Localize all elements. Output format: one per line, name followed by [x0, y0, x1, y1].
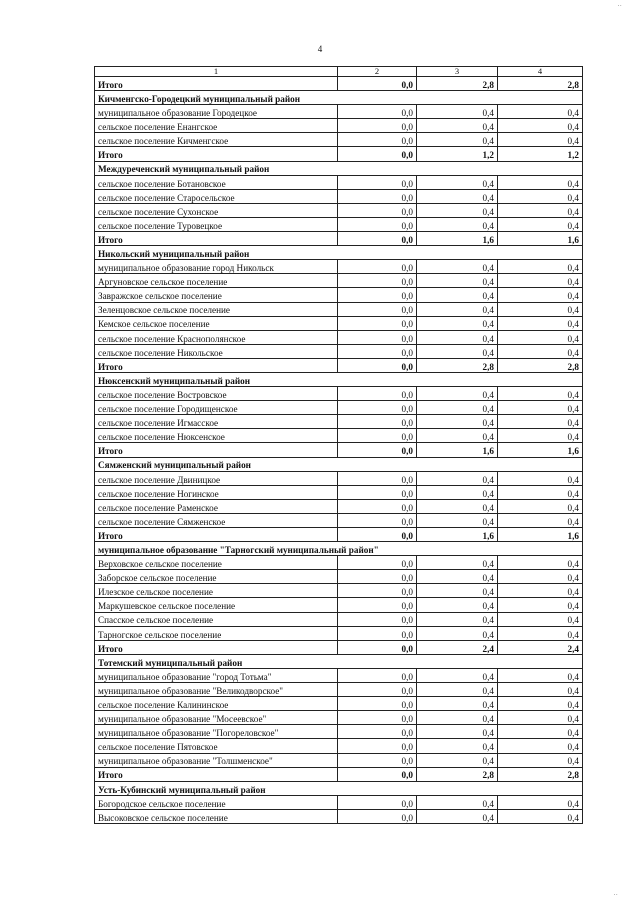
value-col-4: 0,4: [498, 401, 583, 415]
value-col-2: 0,0: [338, 443, 417, 457]
value-col-3: 0,4: [417, 344, 498, 358]
settlement-name: сельское поселение Сухонское: [95, 203, 338, 217]
value-col-4: 0,4: [498, 133, 583, 147]
value-col-2: 0,0: [338, 513, 417, 527]
value-col-4: 0,4: [498, 316, 583, 330]
value-col-3: 2,8: [417, 77, 498, 91]
value-col-2: 0,0: [338, 189, 417, 203]
value-col-3: 0,4: [417, 330, 498, 344]
value-col-4: 0,4: [498, 795, 583, 809]
settlement-name: Илезское сельское поселение: [95, 584, 338, 598]
settlement-name: Высоковское сельское поселение: [95, 809, 338, 823]
column-number: 4: [498, 67, 583, 77]
value-col-4: 0,4: [498, 711, 583, 725]
table-row: [95, 189, 583, 203]
settlement-name: сельское поселение Пятовское: [95, 739, 338, 753]
value-col-4: 0,4: [498, 668, 583, 682]
value-col-2: 0,0: [338, 217, 417, 231]
total-row: [95, 147, 583, 161]
value-col-2: 0,0: [338, 105, 417, 119]
settlement-name: Тарногское сельское поселение: [95, 626, 338, 640]
value-col-4: 0,4: [498, 175, 583, 189]
value-col-3: 0,4: [417, 316, 498, 330]
allocation-table: [94, 66, 583, 824]
table-row: [95, 288, 583, 302]
total-row: [95, 232, 583, 246]
value-col-2: 0,0: [338, 739, 417, 753]
value-col-4: 0,4: [498, 344, 583, 358]
value-col-2: 0,0: [338, 626, 417, 640]
table-row: [95, 584, 583, 598]
value-col-2: 0,0: [338, 77, 417, 91]
settlement-name: муниципальное образование "Погореловское": [95, 725, 338, 739]
value-col-2: 0,0: [338, 147, 417, 161]
value-col-3: 0,4: [417, 189, 498, 203]
value-col-3: 0,4: [417, 429, 498, 443]
settlement-name: Спасское сельское поселение: [95, 612, 338, 626]
value-col-2: 0,0: [338, 330, 417, 344]
value-col-4: 0,4: [498, 274, 583, 288]
table-row: [95, 415, 583, 429]
value-col-3: 1,6: [417, 443, 498, 457]
value-col-3: 0,4: [417, 612, 498, 626]
value-col-3: 0,4: [417, 626, 498, 640]
settlement-name: сельское поселение Калининское: [95, 697, 338, 711]
settlement-name: сельское поселение Сямженское: [95, 513, 338, 527]
scan-mark-top: ··: [617, 2, 622, 10]
value-col-2: 0,0: [338, 767, 417, 781]
value-col-3: 2,4: [417, 640, 498, 654]
value-col-4: 0,4: [498, 612, 583, 626]
settlement-name: сельское поселение Туровецкое: [95, 217, 338, 231]
value-col-4: 0,4: [498, 330, 583, 344]
value-col-3: 0,4: [417, 288, 498, 302]
table-row: [95, 274, 583, 288]
value-col-2: 0,0: [338, 668, 417, 682]
value-col-2: 0,0: [338, 203, 417, 217]
district-name: Тотемский муниципальный район: [95, 654, 583, 668]
settlement-name: муниципальное образование "Великодворское": [95, 683, 338, 697]
value-col-2: 0,0: [338, 302, 417, 316]
column-number-row: [95, 67, 583, 77]
value-col-3: 0,4: [417, 302, 498, 316]
value-col-2: 0,0: [338, 387, 417, 401]
settlement-name: сельское поселение Нюксенское: [95, 429, 338, 443]
value-col-2: 0,0: [338, 232, 417, 246]
value-col-2: 0,0: [338, 795, 417, 809]
value-col-2: 0,0: [338, 570, 417, 584]
table-row: [95, 739, 583, 753]
value-col-4: 0,4: [498, 105, 583, 119]
value-col-2: 0,0: [338, 260, 417, 274]
value-col-3: 0,4: [417, 697, 498, 711]
column-number: 1: [95, 67, 338, 77]
value-col-2: 0,0: [338, 528, 417, 542]
settlement-name: Заборское сельское поселение: [95, 570, 338, 584]
value-col-4: 0,4: [498, 513, 583, 527]
table-row: [95, 711, 583, 725]
settlement-name: сельское поселение Краснополянское: [95, 330, 338, 344]
value-col-4: 0,4: [498, 387, 583, 401]
settlement-name: сельское поселение Никольское: [95, 344, 338, 358]
value-col-3: 0,4: [417, 105, 498, 119]
table-row: [95, 556, 583, 570]
value-col-4: 0,4: [498, 683, 583, 697]
table-row: [95, 401, 583, 415]
settlement-name: Завражское сельское поселение: [95, 288, 338, 302]
value-col-3: 0,4: [417, 217, 498, 231]
district-name: Сямженский муниципальный район: [95, 457, 583, 471]
district-name: Кичменгско-Городецкий муниципальный район: [95, 91, 583, 105]
settlement-name: Верховское сельское поселение: [95, 556, 338, 570]
value-col-4: 0,4: [498, 598, 583, 612]
table-row: [95, 795, 583, 809]
value-col-2: 0,0: [338, 288, 417, 302]
value-col-2: 0,0: [338, 640, 417, 654]
value-col-2: 0,0: [338, 119, 417, 133]
table-row: [95, 344, 583, 358]
table-row: [95, 330, 583, 344]
table-row: [95, 570, 583, 584]
page-number: 4: [317, 44, 323, 54]
settlement-name: Зеленцовское сельское поселение: [95, 302, 338, 316]
scan-mark-bottom: ··: [613, 891, 618, 899]
total-label: Итого: [95, 77, 338, 91]
total-label: Итого: [95, 232, 338, 246]
value-col-3: 2,8: [417, 358, 498, 372]
table-row: [95, 725, 583, 739]
value-col-3: 2,8: [417, 767, 498, 781]
table-row: [95, 175, 583, 189]
value-col-3: 1,2: [417, 147, 498, 161]
table-row: [95, 217, 583, 231]
total-label: Итого: [95, 147, 338, 161]
value-col-3: 0,4: [417, 668, 498, 682]
settlement-name: Богородское сельское поселение: [95, 795, 338, 809]
district-header-row: [95, 246, 583, 260]
value-col-4: 0,4: [498, 217, 583, 231]
table-row: [95, 485, 583, 499]
value-col-4: 0,4: [498, 499, 583, 513]
value-col-4: 0,4: [498, 556, 583, 570]
settlement-name: сельское поселение Востровское: [95, 387, 338, 401]
value-col-3: 0,4: [417, 485, 498, 499]
settlement-name: муниципальное образование Городецкое: [95, 105, 338, 119]
value-col-2: 0,0: [338, 344, 417, 358]
district-name: муниципальное образование "Тарногский муниципальный район": [95, 542, 583, 556]
total-row: [95, 358, 583, 372]
settlement-name: сельское поселение Енангское: [95, 119, 338, 133]
value-col-2: 0,0: [338, 401, 417, 415]
value-col-4: 0,4: [498, 753, 583, 767]
value-col-3: 0,4: [417, 795, 498, 809]
settlement-name: сельское поселение Игмасское: [95, 415, 338, 429]
total-row: [95, 767, 583, 781]
value-col-2: 0,0: [338, 809, 417, 823]
table-row: [95, 119, 583, 133]
value-col-2: 0,0: [338, 316, 417, 330]
total-row: [95, 443, 583, 457]
value-col-3: 1,6: [417, 528, 498, 542]
value-col-3: 0,4: [417, 725, 498, 739]
value-col-3: 0,4: [417, 570, 498, 584]
settlement-name: сельское поселение Старосельское: [95, 189, 338, 203]
value-col-3: 0,4: [417, 753, 498, 767]
value-col-4: 0,4: [498, 739, 583, 753]
value-col-3: 0,4: [417, 809, 498, 823]
value-col-3: 0,4: [417, 683, 498, 697]
value-col-4: 0,4: [498, 203, 583, 217]
value-col-4: 0,4: [498, 471, 583, 485]
table-row: [95, 626, 583, 640]
value-col-4: 0,4: [498, 260, 583, 274]
value-col-2: 0,0: [338, 175, 417, 189]
table-row: [95, 387, 583, 401]
value-col-4: 2,8: [498, 77, 583, 91]
value-col-3: 0,4: [417, 203, 498, 217]
district-name: Нюксенский муниципальный район: [95, 372, 583, 386]
value-col-2: 0,0: [338, 358, 417, 372]
district-name: Усть-Кубинский муниципальный район: [95, 781, 583, 795]
value-col-4: 0,4: [498, 119, 583, 133]
table-row: [95, 683, 583, 697]
district-header-row: [95, 781, 583, 795]
table-row: [95, 105, 583, 119]
value-col-2: 0,0: [338, 471, 417, 485]
table-row: [95, 260, 583, 274]
value-col-4: 0,4: [498, 485, 583, 499]
column-number: 3: [417, 67, 498, 77]
table-row: [95, 612, 583, 626]
value-col-2: 0,0: [338, 415, 417, 429]
value-col-3: 0,4: [417, 471, 498, 485]
table-row: [95, 302, 583, 316]
settlement-name: муниципальное образование "Мосеевское": [95, 711, 338, 725]
value-col-4: 1,6: [498, 443, 583, 457]
value-col-2: 0,0: [338, 725, 417, 739]
settlement-name: сельское поселение Кичменгское: [95, 133, 338, 147]
value-col-2: 0,0: [338, 697, 417, 711]
total-row: [95, 77, 583, 91]
value-col-2: 0,0: [338, 274, 417, 288]
table-row: [95, 429, 583, 443]
value-col-4: 2,8: [498, 767, 583, 781]
value-col-4: 1,6: [498, 528, 583, 542]
table-row: [95, 133, 583, 147]
value-col-3: 0,4: [417, 499, 498, 513]
table-body: [95, 67, 583, 824]
settlement-name: муниципальное образование "город Тотьма": [95, 668, 338, 682]
settlement-name: Кемское сельское поселение: [95, 316, 338, 330]
settlement-name: сельское поселение Городищенское: [95, 401, 338, 415]
value-col-4: 0,4: [498, 429, 583, 443]
settlement-name: сельское поселение Раменское: [95, 499, 338, 513]
district-header-row: [95, 161, 583, 175]
value-col-4: 0,4: [498, 725, 583, 739]
value-col-4: 0,4: [498, 189, 583, 203]
settlement-name: сельское поселение Ногинское: [95, 485, 338, 499]
value-col-3: 0,4: [417, 711, 498, 725]
settlement-name: сельское поселение Ботановское: [95, 175, 338, 189]
value-col-3: 0,4: [417, 598, 498, 612]
district-header-row: [95, 457, 583, 471]
value-col-3: 0,4: [417, 513, 498, 527]
table-row: [95, 809, 583, 823]
value-col-4: 2,8: [498, 358, 583, 372]
table-row: [95, 499, 583, 513]
district-name: Никольский муниципальный район: [95, 246, 583, 260]
total-row: [95, 640, 583, 654]
district-header-row: [95, 372, 583, 386]
value-col-4: 0,4: [498, 697, 583, 711]
value-col-3: 0,4: [417, 260, 498, 274]
value-col-2: 0,0: [338, 612, 417, 626]
total-label: Итого: [95, 640, 338, 654]
value-col-4: 0,4: [498, 584, 583, 598]
settlement-name: Аргуновское сельское поселение: [95, 274, 338, 288]
value-col-3: 0,4: [417, 274, 498, 288]
value-col-4: 0,4: [498, 288, 583, 302]
value-col-4: 0,4: [498, 809, 583, 823]
value-col-4: 1,2: [498, 147, 583, 161]
value-col-2: 0,0: [338, 133, 417, 147]
total-label: Итого: [95, 767, 338, 781]
value-col-2: 0,0: [338, 711, 417, 725]
value-col-4: 0,4: [498, 302, 583, 316]
table-row: [95, 668, 583, 682]
value-col-2: 0,0: [338, 753, 417, 767]
district-header-row: [95, 654, 583, 668]
value-col-4: 0,4: [498, 570, 583, 584]
value-col-2: 0,0: [338, 485, 417, 499]
settlement-name: сельское поселение Двиницкое: [95, 471, 338, 485]
value-col-3: 0,4: [417, 584, 498, 598]
value-col-4: 2,4: [498, 640, 583, 654]
value-col-3: 0,4: [417, 133, 498, 147]
value-col-3: 0,4: [417, 739, 498, 753]
value-col-2: 0,0: [338, 429, 417, 443]
settlement-name: муниципальное образование город Никольск: [95, 260, 338, 274]
value-col-3: 1,6: [417, 232, 498, 246]
value-col-3: 0,4: [417, 556, 498, 570]
value-col-2: 0,0: [338, 683, 417, 697]
table-row: [95, 471, 583, 485]
table-row: [95, 316, 583, 330]
table-row: [95, 753, 583, 767]
value-col-2: 0,0: [338, 598, 417, 612]
column-number: 2: [338, 67, 417, 77]
value-col-2: 0,0: [338, 499, 417, 513]
value-col-3: 0,4: [417, 401, 498, 415]
table-row: [95, 203, 583, 217]
value-col-2: 0,0: [338, 556, 417, 570]
total-label: Итого: [95, 443, 338, 457]
table-row: [95, 598, 583, 612]
value-col-2: 0,0: [338, 584, 417, 598]
total-row: [95, 528, 583, 542]
value-col-4: 0,4: [498, 415, 583, 429]
value-col-3: 0,4: [417, 175, 498, 189]
total-label: Итого: [95, 528, 338, 542]
table-row: [95, 513, 583, 527]
value-col-3: 0,4: [417, 415, 498, 429]
total-label: Итого: [95, 358, 338, 372]
table-row: [95, 697, 583, 711]
settlement-name: муниципальное образование "Толшменское": [95, 753, 338, 767]
district-header-row: [95, 542, 583, 556]
value-col-3: 0,4: [417, 387, 498, 401]
value-col-3: 0,4: [417, 119, 498, 133]
district-header-row: [95, 91, 583, 105]
value-col-4: 1,6: [498, 232, 583, 246]
settlement-name: Маркушевское сельское поселение: [95, 598, 338, 612]
district-name: Междуреченский муниципальный район: [95, 161, 583, 175]
value-col-4: 0,4: [498, 626, 583, 640]
